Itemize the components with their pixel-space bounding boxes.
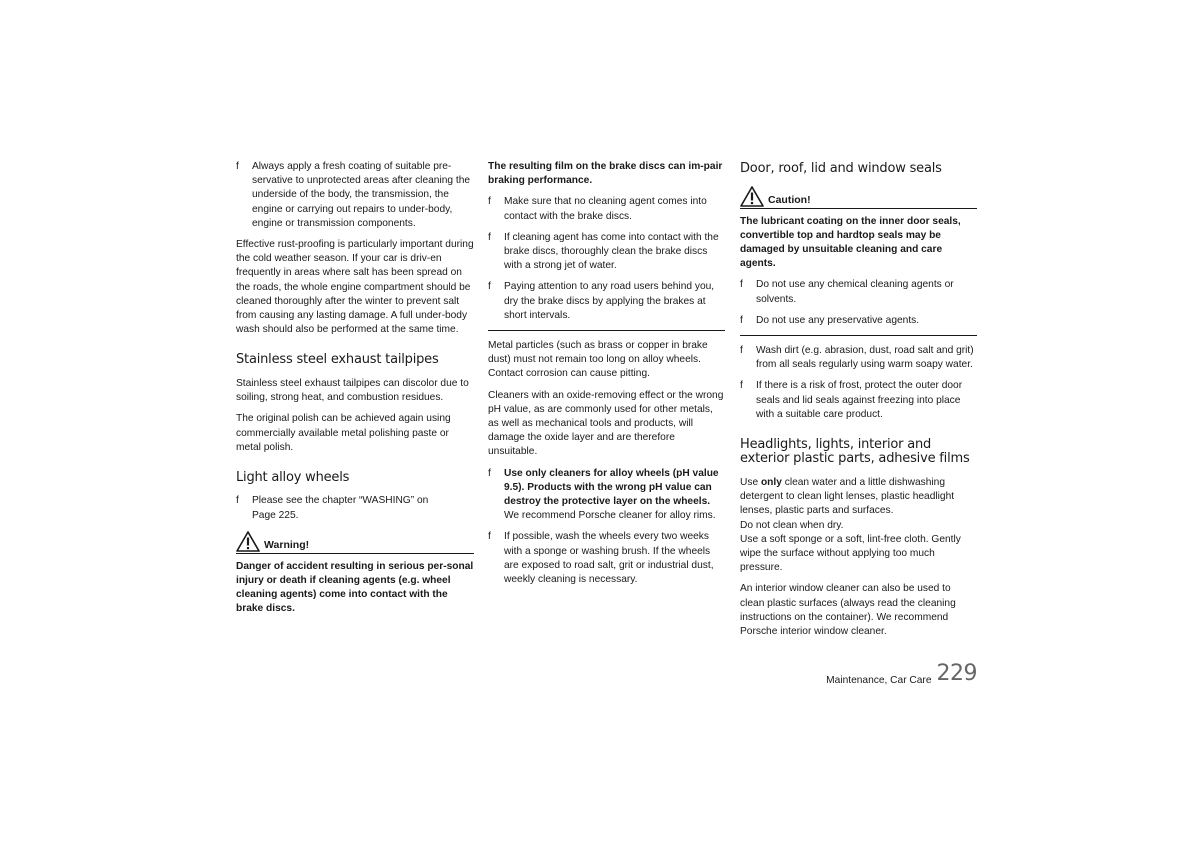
list-item xyxy=(740,379,977,422)
list-item xyxy=(488,530,725,587)
caution-text: The lubricant coating on the inner door seals, convertible top and hardtop seals may be damaged by unsuitable cleaning and care agents. xyxy=(740,215,961,270)
list-item-text: We recommend Porsche cleaner for alloy rims. xyxy=(504,510,716,522)
bullet-marker: f xyxy=(740,314,743,326)
list-item-text: Please see the chapter “WASHING” on xyxy=(252,495,429,507)
bullet-marker: f xyxy=(488,196,491,208)
list-item-bold-text: Use only cleaners for alloy wheels (pH value 9.5). Products with the wrong pH value can destroy the protective layer on the wheels. xyxy=(504,467,719,508)
paragraph: The original polish can be achieved again using commercially available metal polishing paste or metal polish. xyxy=(236,413,451,453)
list-item xyxy=(488,231,725,274)
text-emphasis: only xyxy=(760,476,782,488)
warning-box xyxy=(236,531,474,554)
column-middle xyxy=(488,160,725,594)
warning-triangle-icon xyxy=(236,531,260,552)
bullet-marker: f xyxy=(488,281,491,293)
text-fragment: clean water and a little dishwashing detergent to clean light lenses, plastic headlight lenses, plastic parts and surfaces. xyxy=(740,476,955,517)
list-item-text: Page 225. xyxy=(252,509,299,521)
list-item-text: Do not use any preservative agents. xyxy=(756,314,920,326)
warning-label: Warning! xyxy=(264,538,310,551)
paragraph: Effective rust-proofing is particularly important during the cold weather season. If your car is driv-en frequently in areas where salt has been spread on the roads, the whole engine compartment should be cleaned thoroughly after the winter to prevent salt from causing any lasting damage. A full under-body wash should also be performed at the same time. xyxy=(236,239,474,336)
text-fragment: Do not clean when dry. xyxy=(740,519,844,531)
section-title: Maintenance, Car Care xyxy=(826,675,932,686)
paragraph xyxy=(740,476,977,575)
list-item xyxy=(488,195,725,223)
divider xyxy=(740,335,977,336)
bullet-marker: f xyxy=(740,344,743,356)
list-item-text: Do not use any chemical cleaning agents or solvents. xyxy=(756,279,954,305)
text-fragment: Use xyxy=(740,476,761,488)
bullet-marker: f xyxy=(236,495,239,507)
column-right xyxy=(740,160,977,646)
divider xyxy=(488,330,725,331)
paragraph: Metal particles (such as brass or copper in brake dust) must not remain too long on alloy wheels. Contact corrosion can cause pitting. xyxy=(488,340,708,380)
caution-label: Caution! xyxy=(768,193,811,206)
bullet-marker: f xyxy=(488,467,491,479)
list-item-text: If cleaning agent has come into contact with the brake discs, thoroughly clean the brake discs with a strong jet of water. xyxy=(504,231,719,272)
heading-stainless-steel-tailpipes: Stainless steel exhaust tailpipes xyxy=(236,352,439,368)
text-fragment: Use a soft sponge or a soft, lint-free cloth. Gently wipe the surface without applying too much pressure. xyxy=(740,533,961,574)
bullet-marker: f xyxy=(488,231,491,243)
list-item xyxy=(740,278,977,306)
warning-text: Danger of accident resulting in serious per-sonal injury or death if cleaning agents (e.g. wheel cleaning agents) come into contact with the brake discs. xyxy=(236,560,474,615)
caution-box xyxy=(740,186,977,209)
bullet-marker: f xyxy=(488,531,491,543)
list-item-text: If there is a risk of frost, protect the outer door seals and lid seals against freezing into place with a suitable care product. xyxy=(756,380,963,420)
heading-light-alloy-wheels: Light alloy wheels xyxy=(236,469,350,485)
heading-headlights-plastic-parts: Headlights, lights, interior and exterior plastic parts, adhesive films xyxy=(740,436,970,467)
bullet-marker: f xyxy=(740,380,743,392)
list-item-text: Always apply a fresh coating of suitable pre-servative to unprotected areas after cleaning the underside of the body, the transmission, the engine or carrying out repairs to under-body, engine or transmission components. xyxy=(252,161,471,229)
column-left xyxy=(236,160,474,624)
list-item-text: Paying attention to any road users behind you, dry the brake discs by applying the brakes at short intervals. xyxy=(504,281,715,321)
list-item xyxy=(488,467,725,524)
list-item-text: If possible, wash the wheels every two weeks with a sponge or washing brush. If the wheels are exposed to road salt, grit or industrial dust, weekly cleaning is necessary. xyxy=(504,531,714,586)
paragraph-bold: The resulting film on the brake discs can im-pair braking performance. xyxy=(488,161,723,187)
list-item-text: Make sure that no cleaning agent comes into contact with the brake discs. xyxy=(504,196,707,222)
bullet-marker: f xyxy=(740,279,743,291)
warning-triangle-icon xyxy=(740,186,764,207)
list-item xyxy=(236,160,474,231)
list-item-text: Wash dirt (e.g. abrasion, dust, road salt and grit) from all seals regularly using warm soapy water. xyxy=(756,344,974,371)
paragraph: An interior window cleaner can also be used to clean plastic surfaces (always read the cleaning instructions on the container). We recommend Porsche interior window cleaner. xyxy=(740,583,956,637)
heading-door-roof-lid-window-seals: Door, roof, lid and window seals xyxy=(740,161,942,176)
bullet-marker: f xyxy=(236,161,239,172)
list-item xyxy=(236,494,474,522)
list-item xyxy=(488,280,725,323)
page-footer xyxy=(740,661,977,686)
paragraph: Stainless steel exhaust tailpipes can discolor due to soiling, strong heat, and combustion residues. xyxy=(236,377,469,404)
page-number: 229 xyxy=(936,661,977,686)
list-item xyxy=(740,344,977,372)
list-item xyxy=(740,314,977,328)
paragraph: Cleaners with an oxide-removing effect or the wrong pH value, as are commonly used for other metals, as well as mechanical tools and products, will damage the oxide layer and are therefore unsuitable. xyxy=(488,389,724,458)
